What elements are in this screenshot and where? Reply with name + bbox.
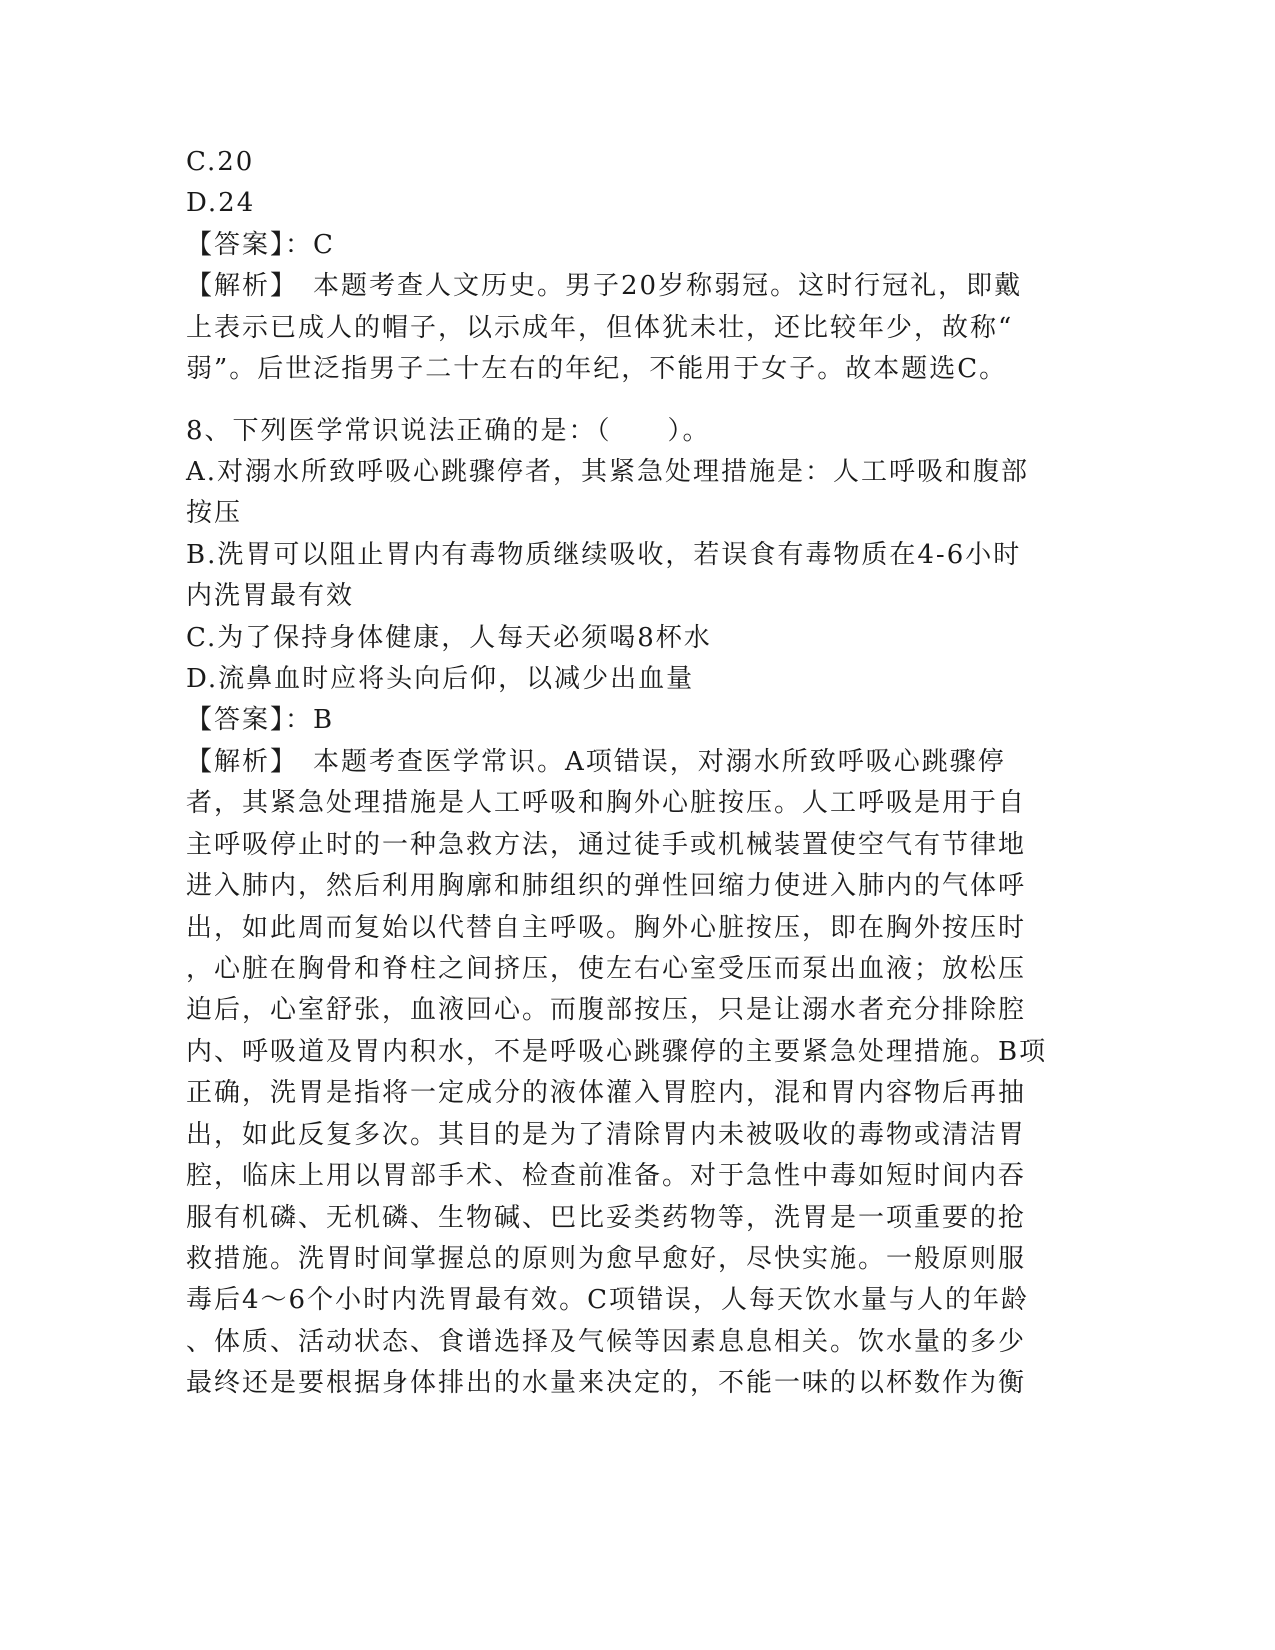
option-a-cont: 按压 <box>186 498 243 528</box>
analysis-line: 进入肺内，然后利用胸廓和肺组织的弹性回缩力使进入肺内的气体呼 <box>186 871 1027 901</box>
option-c: C.为了保持身体健康，人每天必须喝8杯水 <box>186 623 712 653</box>
analysis-line: 救措施。洗胃时间掌握总的原则为愈早愈好，尽快实施。一般原则服 <box>186 1244 1027 1274</box>
analysis-line: 腔，临床上用以胃部手术、检查前准备。对于急性中毒如短时间内吞 <box>186 1161 1027 1191</box>
analysis-line: 出，如此周而复始以代替自主呼吸。胸外心脏按压，即在胸外按压时 <box>186 913 1027 943</box>
analysis-line: 迫后，心室舒张，血液回心。而腹部按压，只是让溺水者充分排除腔 <box>186 995 1027 1025</box>
analysis-line: 【解析】 本题考查人文历史。男子20岁称弱冠。这时行冠礼，即戴 <box>186 271 1023 301</box>
option-a: A.对溺水所致呼吸心跳骤停者，其紧急处理措施是：人工呼吸和腹部 <box>186 457 1030 487</box>
analysis-line: 最终还是要根据身体排出的水量来决定的，不能一味的以杯数作为衡 <box>186 1368 1027 1398</box>
analysis-line: 【解析】 本题考查医学常识。A项错误，对溺水所致呼吸心跳骤停 <box>186 747 1006 777</box>
analysis-line: 、体质、活动状态、食谱选择及气候等因素息息相关。饮水量的多少 <box>186 1327 1027 1357</box>
analysis-line: 毒后4～6个小时内洗胃最有效。C项错误，人每天饮水量与人的年龄 <box>186 1285 1029 1315</box>
option-b: B.洗胃可以阻止胃内有毒物质继续吸收，若误食有毒物质在4-6小时 <box>186 540 1022 570</box>
option-c: C.20 <box>186 147 255 177</box>
analysis-line: 者，其紧急处理措施是人工呼吸和胸外心脏按压。人工呼吸是用于自 <box>186 788 1027 818</box>
analysis-line: 出，如此反复多次。其目的是为了清除胃内未被吸收的毒物或清洁胃 <box>186 1120 1027 1150</box>
analysis-line: 服有机磷、无机磷、生物碱、巴比妥类药物等，洗胃是一项重要的抢 <box>186 1203 1027 1233</box>
analysis-line: 正确，洗胃是指将一定成分的液体灌入胃腔内，混和胃内容物后再抽 <box>186 1078 1027 1108</box>
question-stem: 8、下列医学常识说法正确的是：（ ）。 <box>186 416 711 446</box>
analysis-line: ，心脏在胸骨和脊柱之间挤压，使左右心室受压而泵出血液；放松压 <box>186 954 1027 984</box>
analysis-line: 弱”。后世泛指男子二十左右的年纪，不能用于女子。故本题选C。 <box>186 354 1008 384</box>
answer-line: 【答案】：B <box>186 705 335 735</box>
option-d: D.24 <box>186 188 256 218</box>
option-b-cont: 内洗胃最有效 <box>186 581 355 611</box>
answer-line: 【答案】：C <box>186 230 335 260</box>
analysis-line: 内、呼吸道及胃内积水，不是呼吸心跳骤停的主要紧急处理措施。B项 <box>186 1037 1048 1067</box>
analysis-line: 上表示已成人的帽子，以示成年，但体犹未壮，还比较年少，故称“ <box>186 313 1014 343</box>
analysis-line: 主呼吸停止时的一种急救方法，通过徒手或机械装置使空气有节律地 <box>186 830 1027 860</box>
option-d: D.流鼻血时应将头向后仰，以减少出血量 <box>186 664 695 694</box>
